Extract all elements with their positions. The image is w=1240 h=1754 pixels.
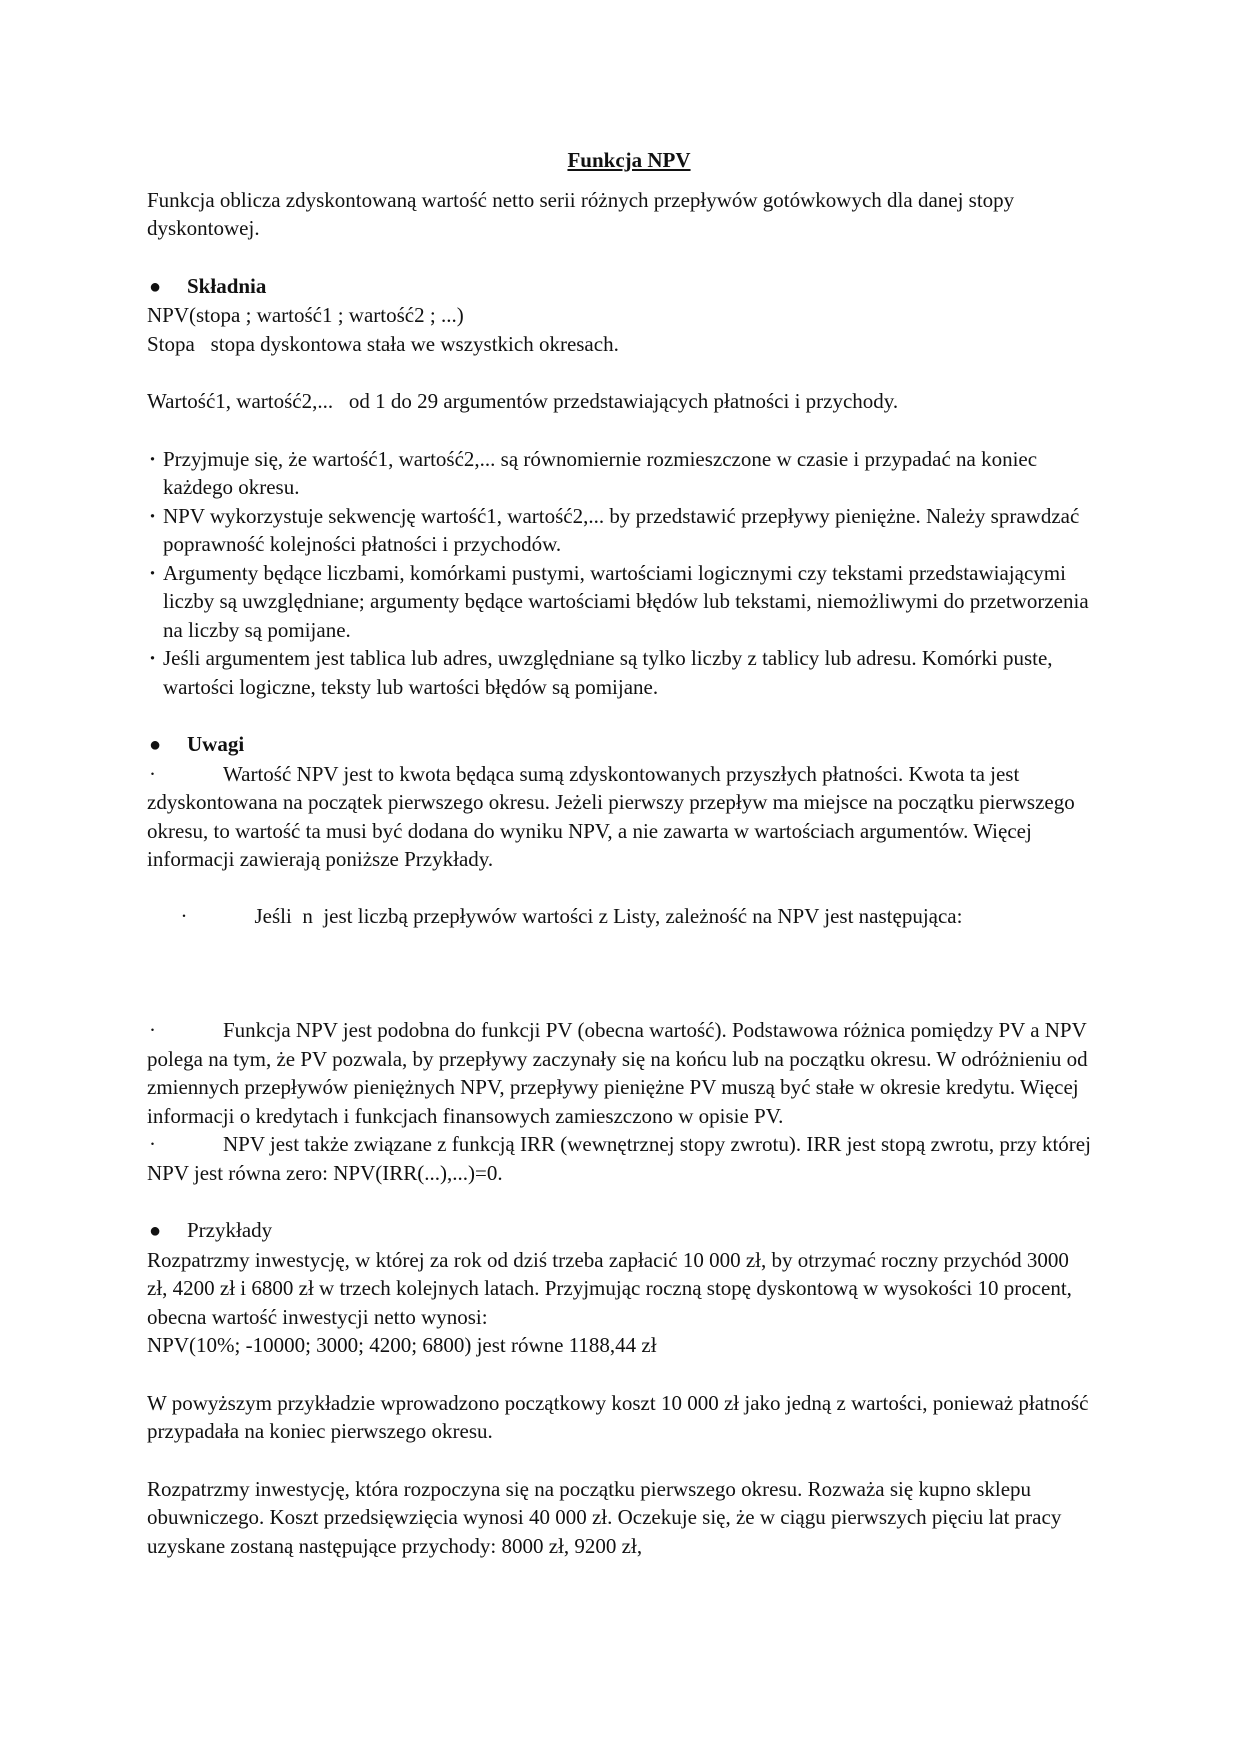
- remarks-heading-label: Uwagi: [187, 732, 245, 756]
- remark-marker: ·: [149, 761, 156, 786]
- syntax-heading-label: Składnia: [187, 273, 267, 298]
- list-item: · Jeśli argumentem jest tablica lub adres, uwzględniane są tylko liczby z tablicy lub adresu. Komórki puste, wartości logiczne, teksty lub wartości błędów są pomijane.: [147, 644, 1093, 701]
- example-2-paragraph: Rozpatrzmy inwestycję, która rozpoczyna się na początku pierwszego okresu. Rozważa się kupno sklepu obuwniczego. Koszt przedsięwzięcia wynosi 40 000 zł. Oczekuje się, że w ciągu pierwszych pięciu lat pracy uzyskane zostaną następujące przychody: 8000 zł, 9200 zł,: [147, 1476, 1062, 1558]
- syntax-line: NPV(stopa ; wartość1 ; wartość2 ; ...): [147, 303, 464, 327]
- wartosci-definition: Wartość1, wartość2,... od 1 do 29 argumentów przedstawiających płatności i przychody.: [147, 389, 899, 413]
- examples-heading-label: Przykłady: [187, 1218, 273, 1242]
- remark-paragraph: [147, 874, 1093, 960]
- remark-text: Jeśli n jest liczbą przepływów wartości z Listy, zależność na NPV jest następująca:: [254, 904, 963, 928]
- example-1-paragraph: Rozpatrzmy inwestycję, w której za rok od dziś trzeba zapłacić 10 000 zł, by otrzymać roczny przychód 3000 zł, 4200 zł i 6800 zł w trzech kolejnych latach. Przyjmując roczną stopę dyskontową w wysokości 10 procent, obecna wartość inwestycji netto wynosi:: [147, 1247, 1072, 1329]
- remark-text: Funkcja NPV jest podobna do funkcji PV (obecna wartość). Podstawowa różnica pomiędzy PV a NPV polega na tym, że PV pozwala, by przepływy zaczynały się na końcu lub na początku okresu. W odróżnieniu od zmiennych przepływów pieniężnych NPV, przepływy pieniężne PV muszą być stałe w okresie kredytu. Więcej informacji o kredytach i funkcjach finansowych zamieszczono w opisie PV.: [147, 1018, 1088, 1128]
- remark-paragraph: [147, 1016, 1093, 1130]
- examples-heading: [147, 1216, 1093, 1246]
- list-item: · Przyjmuje się, że wartość1, wartość2,... są równomiernie rozmieszczone w czasie i przypadać na koniec każdego okresu.: [147, 445, 1093, 502]
- bullet-icon: ●: [149, 1220, 162, 1242]
- remark-text: NPV jest także związane z funkcją IRR (wewnętrznej stopy zwrotu). IRR jest stopą zwrotu, przy której NPV jest równa zero: NPV(IRR(...),...)=0.: [147, 1132, 1091, 1185]
- list-item: · NPV wykorzystuje sekwencję wartość1, wartość2,... by przedstawić przepływy pieniężne. Należy sprawdzać poprawność kolejności płatności i przychodów.: [147, 502, 1093, 559]
- bullet-icon: ●: [149, 734, 162, 756]
- remark-marker: ·: [149, 1132, 156, 1156]
- list-item: · Argumenty będące liczbami, komórkami pustymi, wartościami logicznymi czy tekstami przedstawiającymi liczby są uwzględniane; argumenty będące wartościami błędów lub tekstami, niemożliwymi do przetworzenia na liczby są pomijane.: [147, 559, 1093, 645]
- stopa-definition: Stopa stopa dyskontowa stała we wszystkich okresach.: [147, 331, 619, 356]
- syntax-notes-list: [147, 445, 1093, 702]
- intro-paragraph: Funkcja oblicza zdyskontowaną wartość netto serii różnych przepływów gotówkowych dla danej stopy dyskontowej.: [147, 187, 1015, 240]
- remarks-heading: [147, 730, 1093, 760]
- example-1-formula: NPV(10%; -10000; 3000; 4200; 6800) jest równe 1188,44 zł: [147, 1333, 657, 1357]
- remark-marker: ·: [180, 904, 188, 928]
- document-body: [147, 146, 1093, 1560]
- remark-marker: ·: [149, 1018, 156, 1042]
- example-1-explanation: W powyższym przykładzie wprowadzono początkowy koszt 10 000 zł jako jedną z wartości, ponieważ płatność przypadała na koniec pierwszego okresu.: [147, 1390, 1089, 1443]
- page-title: Funkcja NPV: [567, 148, 691, 172]
- remark-paragraph: [147, 1130, 1093, 1187]
- remark-text: Wartość NPV jest to kwota będąca sumą zdyskontowanych przyszłych płatności. Kwota ta jest zdyskontowana na początek pierwszego okresu. Jeżeli pierwszy przepływ ma miejsce na początku pierwszego okresu, to wartość ta musi być dodana do wyniku NPV, a nie zawarta w wartościach argumentów. Więcej informacji zawierają poniższe Przykłady.: [147, 761, 1075, 871]
- bullet-icon: ●: [149, 275, 162, 298]
- formula-placeholder: [147, 959, 1093, 1016]
- remark-paragraph: [147, 760, 1093, 874]
- syntax-heading: [147, 272, 1093, 302]
